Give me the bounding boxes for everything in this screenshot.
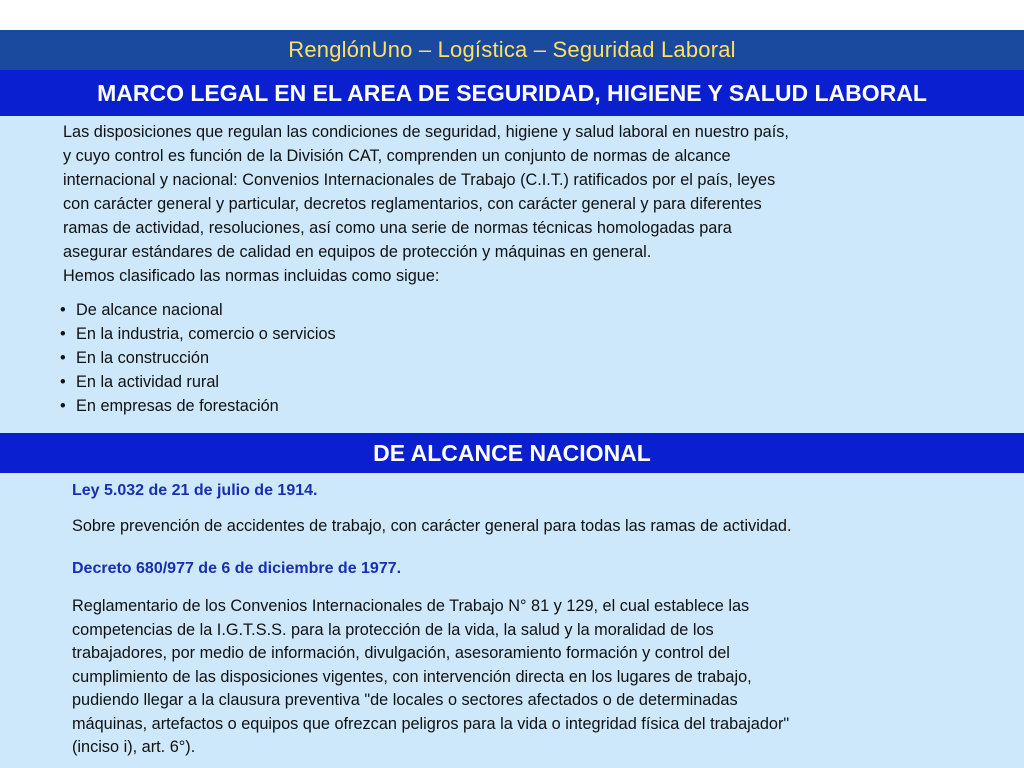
law-description: [72, 515, 972, 539]
bullet-icon: •: [60, 397, 66, 415]
top-strip: [0, 0, 1024, 30]
intro-line: Las disposiciones que regulan las condiciones de seguridad, higiene y salud laboral en nuestro país,: [63, 123, 789, 141]
law-line: máquinas, artefactos o equipos que ofrezcan peligros para la vida o integridad física del trabajador": [72, 714, 790, 733]
list-item: [60, 394, 336, 418]
list-item: [60, 298, 336, 322]
list-item: [60, 346, 336, 370]
intro-line: asegurar estándares de calidad en equipos de protección y máquinas en general.: [63, 243, 652, 261]
law-title: Ley 5.032 de 21 de julio de 1914.: [72, 482, 318, 499]
bullet-icon: •: [60, 325, 66, 343]
classification-list: [60, 298, 336, 418]
decree-title: Decreto 680/977 de 6 de diciembre de 1977.: [72, 560, 402, 577]
bullet-icon: •: [60, 373, 66, 391]
law-line: Sobre prevención de accidentes de trabajo, con carácter general para todas las ramas de actividad.: [72, 517, 792, 535]
section-header-alcance-nacional: DE ALCANCE NACIONAL: [0, 433, 1024, 473]
law-line: Reglamentario de los Convenios Internacionales de Trabajo N° 81 y 129, el cual establece las: [72, 597, 750, 615]
intro-line: Hemos clasificado las normas incluidas como sigue:: [63, 267, 440, 285]
bullet-icon: •: [60, 301, 66, 319]
list-item-label: En la actividad rural: [76, 373, 219, 391]
intro-line: internacional y nacional: Convenios Internacionales de Trabajo (C.I.T.) ratificados por el país, leyes: [63, 171, 776, 189]
law-line: trabajadores, por medio de información, divulgación, asesoramiento formación y control del: [72, 644, 730, 662]
list-item-label: De alcance nacional: [76, 301, 223, 319]
intro-line: y cuyo control es función de la División CAT, comprenden un conjunto de normas de alcance: [63, 147, 731, 165]
bullet-icon: •: [60, 349, 66, 367]
intro-line: con carácter general y particular, decretos reglamentarios, con carácter general y para diferentes: [63, 195, 762, 213]
page-title: RenglónUno – Logística – Seguridad Laboral: [288, 37, 736, 62]
section-header-marco-legal: MARCO LEGAL EN EL AREA DE SEGURIDAD, HIGIENE Y SALUD LABORAL: [0, 70, 1024, 116]
law-line: pudiendo llegar a la clausura preventiva "de locales o sectores afectados o de determinadas: [72, 691, 738, 709]
list-item-label: En la construcción: [76, 349, 210, 367]
law-line: (inciso i), art. 6°).: [72, 738, 196, 756]
list-item-label: En la industria, comercio o servicios: [76, 325, 336, 343]
list-item: [60, 370, 336, 394]
law-line: cumplimiento de las disposiciones vigentes, con intervención directa en los lugares de trabajo,: [72, 667, 752, 686]
list-item: [60, 322, 336, 346]
intro-paragraph: [63, 120, 963, 288]
decree-description: [72, 595, 972, 760]
intro-line: ramas de actividad, resoluciones, así como una serie de normas técnicas homologadas para: [63, 219, 732, 237]
list-item-label: En empresas de forestación: [76, 397, 279, 415]
law-line: competencias de la I.G.T.S.S. para la protección de la vida, la salud y la moralidad de los: [72, 620, 714, 639]
title-bar: [0, 30, 1024, 70]
